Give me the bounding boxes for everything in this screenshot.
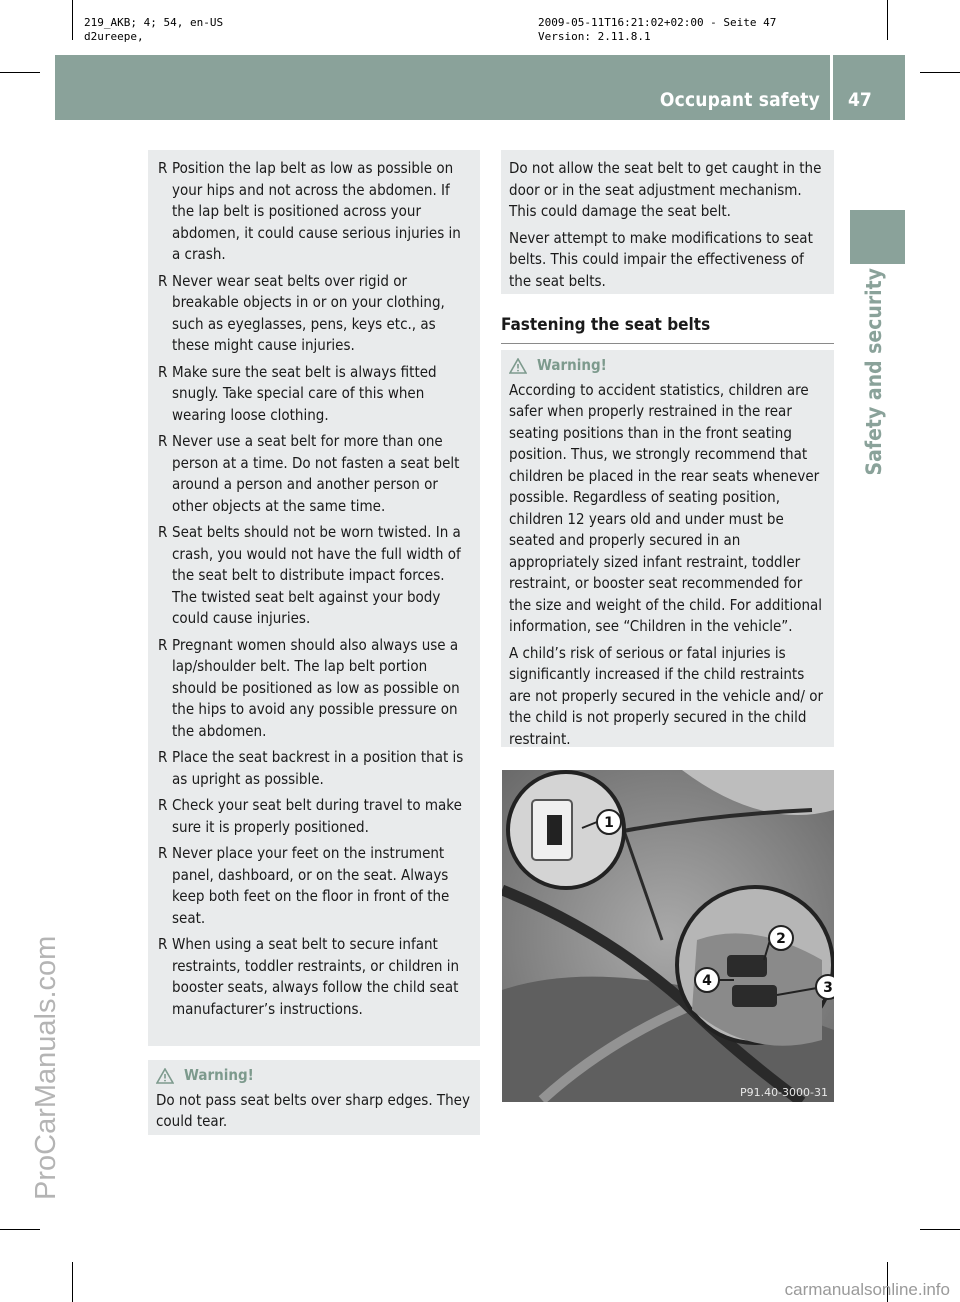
side-tab-marker (850, 210, 905, 264)
paragraph: Do not allow the seat belt to get caught in the door or in the seat adjustment mechanism. This could damage the seat belt. (509, 159, 822, 220)
list-item (156, 158, 472, 266)
list-item (156, 271, 472, 357)
svg-text:3: 3 (823, 980, 833, 996)
seat-belt-photo (502, 770, 834, 1102)
list-item-text: Pregnant women should also always use a lap/shoulder belt. The lap belt portion should be positioned as low as possible on the hips to avoid any possible pressure on the abdomen. (172, 635, 460, 740)
crop-mark (72, 1262, 73, 1302)
crop-mark (0, 1229, 40, 1230)
crop-mark (0, 72, 40, 73)
bullet-marker: R (158, 748, 168, 766)
list-item-text: When using a seat belt to secure infant restraints, toddler restraints, or children in booster seats, always follow the child seat manufacturer’s instructions. (172, 935, 460, 1018)
warning-heading (156, 1065, 472, 1087)
warning-triangle-icon (156, 1068, 174, 1084)
paragraph: According to accident statistics, children are safer when properly restrained in the rear seating positions than in the front seating position. Thus, we strongly recommend that children be placed in the rear seats whenever possible. Regardless of seating position, children 12 years old and under must be seated and properly secured in an appropriately sized infant restraint, toddler restraint, or booster seat recommended for the size and weight of the child. For additional information, see “Children in the vehicle”. (509, 380, 823, 635)
side-watermark: ProCarManuals.com (30, 935, 62, 1200)
print-meta-left (84, 16, 223, 44)
bullet-marker: R (158, 844, 168, 862)
list-item (156, 795, 472, 838)
list-item-text: Position the lap belt as low as possible on your hips and not across the abdomen. If the lap belt is positioned across your abdomen, it could cause serious injuries in a crash. (172, 159, 461, 263)
paragraph: Never attempt to make modifications to seat belts. This could impair the effectiveness of the seat belts. (509, 228, 813, 290)
list-item (156, 843, 472, 929)
crop-mark (72, 0, 73, 40)
seat-belt-illustration (502, 770, 834, 1102)
list-item (156, 747, 472, 790)
bullet-marker: R (158, 935, 168, 953)
print-meta-line: d2ureepe, (84, 30, 144, 43)
bullet-marker: R (158, 362, 168, 381)
list-item-text: Never wear seat belts over rigid or breakable objects in or on your clothing, such as eyeglasses, pens, keys etc., as these might cause injuries. (172, 271, 445, 354)
crop-mark (920, 72, 960, 73)
bullet-marker: R (158, 271, 168, 290)
svg-text:2: 2 (776, 931, 786, 947)
list-item (156, 362, 472, 427)
print-meta-right (538, 16, 776, 44)
list-item-text: Never use a seat belt for more than one person at a time. Do not fasten a seat belt around a person and another person or other objects at the same time. (172, 432, 460, 515)
list-item-text: Seat belts should not be worn twisted. In a crash, you would not have the full width of the seat belt to distribute impact forces. The twisted seat belt against your body could cause injuries. (172, 523, 461, 627)
section-heading: Fastening the seat belts (501, 315, 711, 335)
warning-text: Do not pass seat belts over sharp edges. They could tear. (156, 1090, 470, 1130)
footer-watermark: carmanualsonline.info (784, 1280, 950, 1299)
bullet-marker: R (158, 432, 168, 450)
warning-title: Warning! (184, 1066, 254, 1084)
bullet-marker: R (158, 796, 168, 814)
svg-text:1: 1 (604, 815, 614, 831)
list-item-text: Make sure the seat belt is always fitted snugly. Take special care of this when wearing loose clothing. (172, 362, 437, 424)
side-tab-label: Safety and security (862, 268, 886, 476)
list-item-text: Check your seat belt during travel to make sure it is properly positioned. (172, 796, 462, 836)
list-item-text: Never place your feet on the instrument panel, dashboard, or on the seat. Always keep both feet on the floor in front of the seat. (172, 844, 450, 927)
warning-title: Warning! (537, 356, 607, 374)
bullet-list (156, 158, 472, 1020)
crop-mark (920, 1229, 960, 1230)
list-item-text: Place the seat backrest in a position that is as upright as possible. (172, 748, 464, 788)
section-divider (501, 343, 834, 344)
page-number: 47 (848, 89, 872, 111)
bullet-marker: R (158, 635, 168, 654)
warning-heading (509, 355, 826, 377)
list-item (156, 934, 472, 1020)
warning-triangle-icon (509, 358, 527, 374)
print-meta-line: 2009-05-11T16:21:02+02:00 - Seite 47 (538, 16, 777, 29)
bullet-marker: R (158, 159, 168, 177)
left-bullets-box (148, 150, 480, 1046)
print-meta-line: 219_AKB; 4; 54, en-US (84, 16, 224, 29)
page-title: Occupant safety (659, 89, 820, 111)
left-warning-box (148, 1060, 480, 1135)
paragraph: A child’s risk of serious or fatal injuries is significantly increased if the child restraints are not properly secured in the vehicle and/ or the child is not properly secured in the child restraint. (509, 643, 824, 748)
header-divider (830, 55, 833, 120)
figure-code: P91.40-3000-31 (739, 1086, 828, 1099)
right-top-box (501, 150, 834, 294)
right-warning-box (501, 350, 834, 747)
crop-mark (887, 0, 888, 40)
print-meta-line: Version: 2.11.8.1 (538, 30, 651, 43)
list-item (156, 522, 472, 630)
list-item (156, 431, 472, 517)
list-item (156, 635, 472, 743)
svg-text:4: 4 (702, 973, 712, 989)
bullet-marker: R (158, 523, 168, 541)
